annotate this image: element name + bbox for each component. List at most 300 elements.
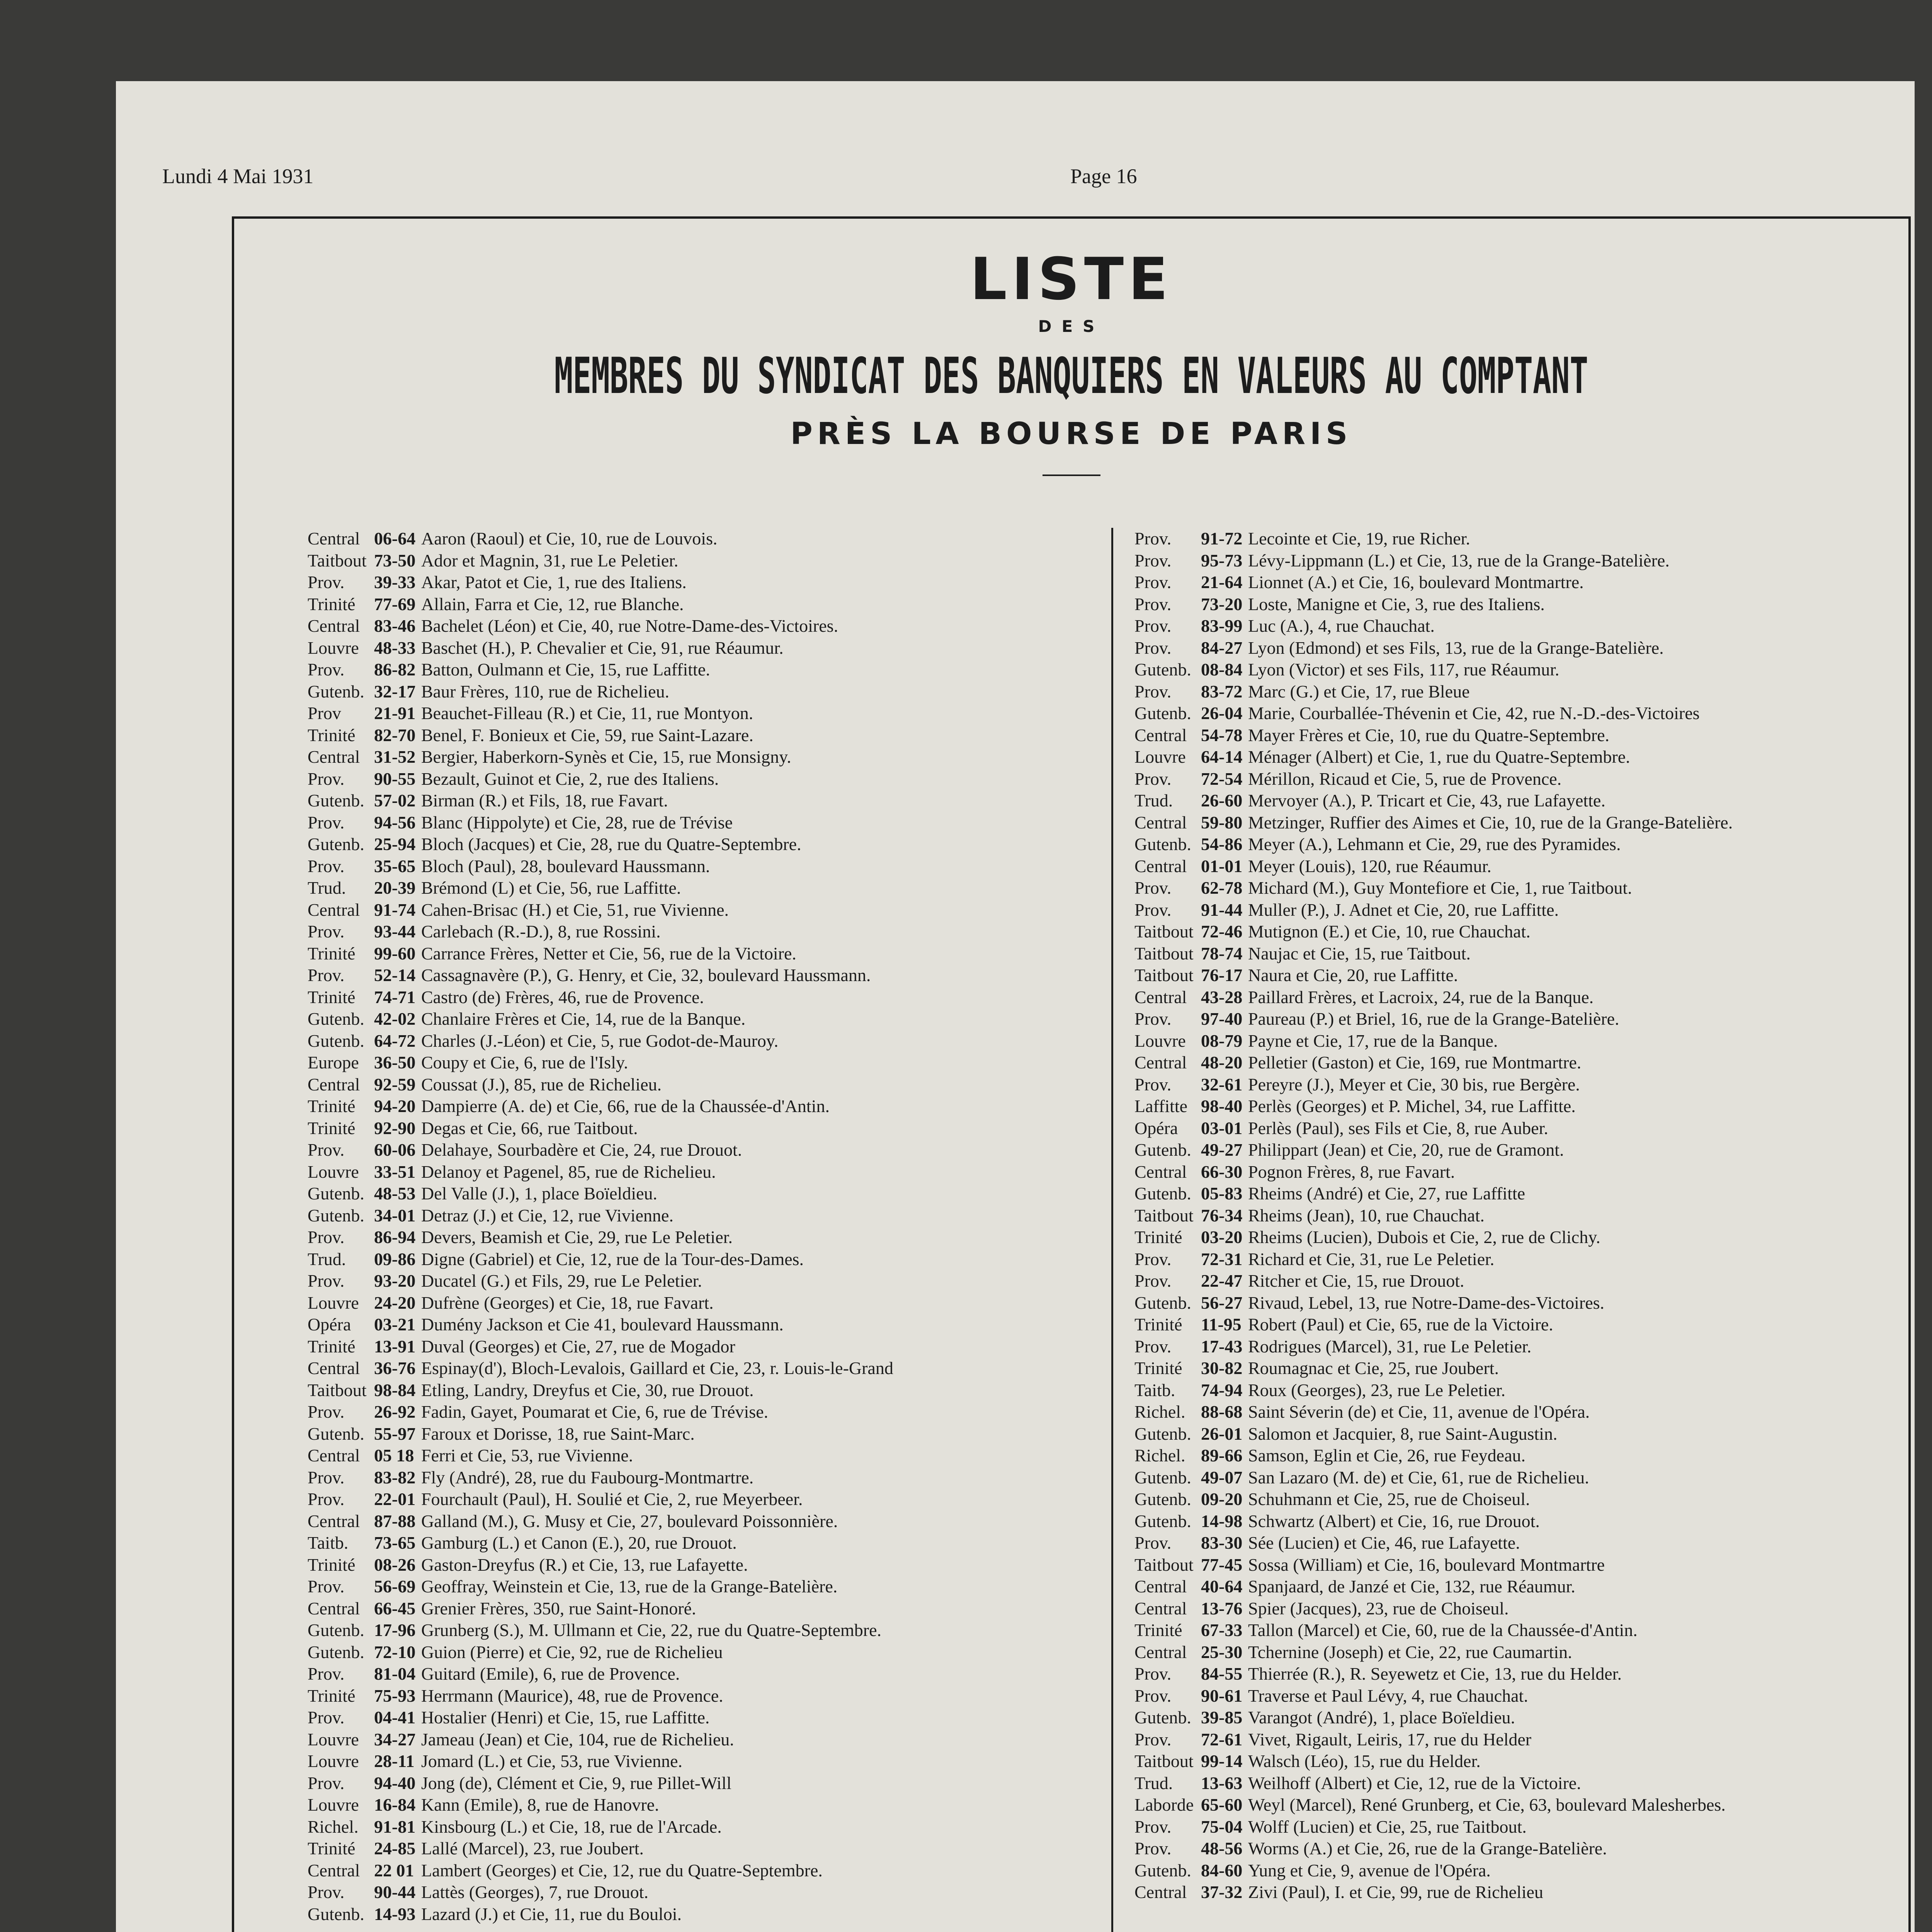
member-name: Meyer (A.), Lehmann et Cie, 29, rue des Pyramides.: [1248, 834, 1621, 854]
phone-number: 84-60: [1201, 1860, 1243, 1880]
member-row: [308, 1838, 1096, 1860]
exchange-name: Trud.: [1134, 791, 1173, 810]
member-name: Marc (G.) et Cie, 17, rue Bleue: [1248, 681, 1470, 701]
member-name: Loste, Manigne et Cie, 3, rue des Italiens.: [1248, 594, 1545, 614]
member-row: [308, 1860, 1096, 1882]
member-name: Worms (A.) et Cie, 26, rue de la Grange-Batelière.: [1248, 1838, 1607, 1858]
member-row: [1134, 1074, 1907, 1096]
phone-number: 21-64: [1201, 572, 1243, 592]
exchange-name: Louvre: [308, 638, 359, 658]
exchange-name: Prov.: [308, 1577, 345, 1596]
member-row: [1134, 964, 1907, 986]
member-name: Spanjaard, de Janzé et Cie, 132, rue Réaumur.: [1248, 1577, 1575, 1596]
member-row: [1134, 1532, 1907, 1554]
phone-number: 34-01: [374, 1205, 416, 1225]
member-name: Rheims (André) et Cie, 27, rue Laffitte: [1248, 1184, 1526, 1203]
phone-number: 26-60: [1201, 791, 1243, 810]
member-row: [308, 550, 1096, 572]
phone-number: 24-85: [374, 1838, 416, 1858]
phone-number: 83-30: [1201, 1533, 1243, 1553]
member-row: [1134, 1685, 1907, 1707]
member-row: [308, 1729, 1096, 1751]
phone-number: 26-04: [1201, 703, 1243, 723]
exchange-name: Europe: [308, 1053, 359, 1072]
member-name: Lattès (Georges), 7, rue Drouot.: [421, 1882, 649, 1902]
member-row: [308, 877, 1096, 899]
phone-number: 32-61: [1201, 1074, 1243, 1094]
member-name: Dumény Jackson et Cie 41, boulevard Haussmann.: [421, 1315, 784, 1334]
member-name: Roumagnac et Cie, 25, rue Joubert.: [1248, 1358, 1499, 1378]
member-name: Delanoy et Pagenel, 85, rue de Richelieu.: [421, 1162, 716, 1182]
exchange-name: Prov.: [1134, 900, 1172, 920]
exchange-name: Gutenb.: [308, 1031, 364, 1051]
member-row: [308, 1226, 1096, 1248]
member-name: Mervoyer (A.), P. Tricart et Cie, 43, rue Lafayette.: [1248, 791, 1605, 810]
member-row: [308, 702, 1096, 724]
member-row: [308, 528, 1096, 550]
phone-number: 56-27: [1201, 1293, 1243, 1313]
phone-number: 22-01: [374, 1489, 416, 1509]
exchange-name: Gutenb.: [1134, 1467, 1191, 1487]
page-number: Page 16: [1070, 165, 1137, 188]
phone-number: 35-65: [374, 856, 416, 876]
exchange-name: Central: [308, 1358, 360, 1378]
title-subtitle: MEMBRES DU SYNDICAT DES BANQUIERS EN VALEURS AU COMPTANT: [554, 347, 1588, 405]
exchange-name: Gutenb.: [308, 1009, 364, 1029]
member-row: [308, 1532, 1096, 1554]
member-row: [308, 1401, 1096, 1423]
member-name: Cahen-Brisac (H.) et Cie, 51, rue Vivienne.: [421, 900, 729, 920]
member-name: Schwartz (Albert) et Cie, 16, rue Drouot.: [1248, 1511, 1540, 1531]
exchange-name: Gutenb.: [1134, 703, 1191, 723]
phone-number: 94-20: [374, 1096, 416, 1116]
phone-number: 64-14: [1201, 747, 1243, 767]
member-row: [308, 1292, 1096, 1314]
member-row: [1134, 877, 1907, 899]
phone-number: 88-68: [1201, 1402, 1243, 1422]
member-row: [308, 1314, 1096, 1336]
exchange-name: Trinité: [1134, 1358, 1182, 1378]
exchange-name: Prov.: [1134, 1074, 1172, 1094]
exchange-name: Gutenb.: [1134, 1511, 1191, 1531]
phone-number: 22-47: [1201, 1271, 1243, 1291]
phone-number: 20-39: [374, 878, 416, 898]
member-row: [1134, 1554, 1907, 1576]
member-name: Devers, Beamish et Cie, 29, rue Le Peletier.: [421, 1227, 733, 1247]
member-name: Digne (Gabriel) et Cie, 12, rue de la Tour-des-Dames.: [421, 1249, 804, 1269]
exchange-name: Trinité: [1134, 1620, 1182, 1640]
phone-number: 86-82: [374, 660, 416, 679]
exchange-name: Gutenb.: [1134, 1423, 1191, 1444]
member-row: [308, 1554, 1096, 1576]
member-name: Baur Frères, 110, rue de Richelieu.: [421, 681, 670, 701]
member-name: Kinsbourg (L.) et Cie, 18, rue de l'Arcade.: [421, 1816, 722, 1837]
phone-number: 55-97: [374, 1423, 416, 1444]
exchange-name: Prov.: [1134, 1336, 1172, 1356]
phone-number: 37-32: [1201, 1882, 1243, 1902]
phone-number: 24-20: [374, 1293, 416, 1313]
phone-number: 67-33: [1201, 1620, 1243, 1640]
exchange-name: Gutenb.: [308, 1620, 364, 1640]
member-name: Bloch (Jacques) et Cie, 28, rue du Quatre-Septembre.: [421, 834, 801, 854]
member-name: Ferri et Cie, 53, rue Vivienne.: [421, 1446, 633, 1465]
exchange-name: Richel.: [1134, 1446, 1185, 1465]
member-name: Faroux et Dorisse, 18, rue Saint-Marc.: [421, 1423, 695, 1444]
member-row: [308, 746, 1096, 768]
exchange-name: Laffitte: [1134, 1096, 1188, 1116]
member-name: Payne et Cie, 17, rue de la Banque.: [1248, 1031, 1498, 1051]
member-name: Ador et Magnin, 31, rue Le Peletier.: [421, 550, 679, 570]
exchange-name: Prov.: [1134, 572, 1172, 592]
member-name: Naura et Cie, 20, rue Laffitte.: [1248, 965, 1458, 985]
member-row: [1134, 986, 1907, 1009]
phone-number: 05-83: [1201, 1184, 1243, 1203]
phone-number: 91-74: [374, 900, 416, 920]
exchange-name: Prov.: [1134, 1729, 1172, 1749]
exchange-name: Central: [1134, 1162, 1187, 1182]
exchange-name: Central: [308, 1598, 360, 1618]
member-row: [308, 1117, 1096, 1139]
phone-number: 72-54: [1201, 769, 1243, 789]
exchange-name: Central: [1134, 1577, 1187, 1596]
exchange-name: Louvre: [308, 1795, 359, 1815]
member-name: Mayer Frères et Cie, 10, rue du Quatre-Septembre.: [1248, 725, 1610, 745]
exchange-name: Louvre: [308, 1751, 359, 1771]
member-name: Hostalier (Henri) et Cie, 15, rue Laffitte.: [421, 1708, 710, 1727]
phone-number: 84-27: [1201, 638, 1243, 658]
member-row: [1134, 1598, 1907, 1620]
member-name: Galland (M.), G. Musy et Cie, 27, boulevard Poissonnière.: [421, 1511, 838, 1531]
phone-number: 48-20: [1201, 1053, 1243, 1072]
member-name: Ritcher et Cie, 15, rue Drouot.: [1248, 1271, 1464, 1291]
phone-number: 48-56: [1201, 1838, 1243, 1858]
member-row: [308, 1794, 1096, 1816]
member-row: [1134, 1445, 1907, 1467]
exchange-name: Gutenb.: [1134, 1860, 1191, 1880]
member-row: [308, 1139, 1096, 1161]
column-divider: [1111, 528, 1113, 1932]
member-name: Weyl (Marcel), René Grunberg, et Cie, 63, boulevard Malesherbes.: [1248, 1795, 1726, 1815]
member-name: Delahaye, Sourbadère et Cie, 24, rue Drouot.: [421, 1140, 742, 1160]
exchange-name: Central: [308, 900, 360, 920]
member-row: [1134, 812, 1907, 834]
phone-number: 43-28: [1201, 987, 1243, 1007]
phone-number: 04-41: [374, 1708, 416, 1727]
phone-number: 03-20: [1201, 1227, 1243, 1247]
member-row: [1134, 1161, 1907, 1183]
phone-number: 91-72: [1201, 529, 1243, 548]
member-name: Mérillon, Ricaud et Cie, 5, rue de Provence.: [1248, 769, 1562, 789]
exchange-name: Taitbout: [1134, 943, 1194, 963]
member-row: [1134, 1750, 1907, 1772]
member-name: Duval (Georges) et Cie, 27, rue de Mogador: [421, 1336, 735, 1356]
phone-number: 17-96: [374, 1620, 416, 1640]
phone-number: 66-45: [374, 1598, 416, 1618]
phone-number: 78-74: [1201, 943, 1243, 963]
member-row: [308, 1598, 1096, 1620]
member-row: [1134, 594, 1907, 616]
phone-number: 74-71: [374, 987, 416, 1007]
exchange-name: Prov.: [308, 922, 345, 941]
exchange-name: Gutenb.: [1134, 1140, 1191, 1160]
phone-number: 26-01: [1201, 1423, 1243, 1444]
member-row: [308, 1270, 1096, 1292]
exchange-name: Prov.: [1134, 1009, 1172, 1029]
exchange-name: Gutenb.: [308, 1423, 364, 1444]
phone-number: 72-31: [1201, 1249, 1243, 1269]
exchange-name: Gutenb.: [1134, 1489, 1191, 1509]
exchange-name: Trinité: [1134, 1315, 1182, 1334]
phone-number: 25-30: [1201, 1642, 1243, 1662]
member-row: [1134, 1772, 1907, 1794]
phone-number: 90-55: [374, 769, 416, 789]
member-row: [1134, 1139, 1907, 1161]
phone-number: 92-90: [374, 1118, 416, 1138]
member-name: Traverse et Paul Lévy, 4, rue Chauchat.: [1248, 1685, 1528, 1706]
member-row: [1134, 702, 1907, 724]
member-name: Herrmann (Maurice), 48, rue de Provence.: [421, 1685, 723, 1706]
exchange-name: Gutenb.: [308, 1205, 364, 1225]
member-row: [308, 659, 1096, 681]
phone-number: 87-88: [374, 1511, 416, 1531]
member-row: [1134, 1205, 1907, 1227]
member-name: Dufrène (Georges) et Cie, 18, rue Favart.: [421, 1293, 714, 1313]
exchange-name: Prov.: [1134, 1816, 1172, 1837]
phone-number: 13-63: [1201, 1773, 1243, 1793]
member-row: [308, 637, 1096, 659]
exchange-name: Prov.: [1134, 594, 1172, 614]
phone-number: 17-43: [1201, 1336, 1243, 1356]
phone-number: 73-50: [374, 550, 416, 570]
exchange-name: Louvre: [1134, 1031, 1186, 1051]
exchange-name: Gutenb.: [1134, 1184, 1191, 1203]
member-row: [1134, 790, 1907, 812]
phone-number: 72-61: [1201, 1729, 1243, 1749]
member-name: Geoffray, Weinstein et Cie, 13, rue de la Grange-Batelière.: [421, 1577, 838, 1596]
exchange-name: Trinité: [308, 1336, 355, 1356]
phone-number: 86-94: [374, 1227, 416, 1247]
member-row: [308, 964, 1096, 986]
member-row: [308, 1248, 1096, 1270]
phone-number: 09-20: [1201, 1489, 1243, 1509]
exchange-name: Prov.: [308, 1664, 345, 1684]
exchange-name: Gutenb.: [308, 834, 364, 854]
member-row: [308, 1445, 1096, 1467]
phone-number: 11-95: [1201, 1315, 1242, 1334]
exchange-name: Gutenb.: [1134, 1708, 1191, 1727]
phone-number: 57-02: [374, 791, 416, 810]
phone-number: 21-91: [374, 703, 416, 723]
phone-number: 83-99: [1201, 616, 1243, 636]
phone-number: 48-33: [374, 638, 416, 658]
member-name: Ducatel (G.) et Fils, 29, rue Le Peletier.: [421, 1271, 702, 1291]
phone-number: 08-84: [1201, 660, 1243, 679]
exchange-name: Prov.: [1134, 1838, 1172, 1858]
phone-number: 60-06: [374, 1140, 416, 1160]
member-row: [1134, 1248, 1907, 1270]
member-row: [1134, 1467, 1907, 1489]
exchange-name: Central: [1134, 1053, 1187, 1072]
member-name: Akar, Patot et Cie, 1, rue des Italiens.: [421, 572, 687, 592]
phone-number: 16-84: [374, 1795, 416, 1815]
member-row: [308, 1467, 1096, 1489]
member-name: Birman (R.) et Fils, 18, rue Favart.: [421, 791, 668, 810]
phone-number: 65-60: [1201, 1795, 1243, 1815]
member-row: [308, 1663, 1096, 1685]
member-name: Bloch (Paul), 28, boulevard Haussmann.: [421, 856, 710, 876]
member-row: [1134, 1379, 1907, 1401]
member-name: Jomard (L.) et Cie, 53, rue Vivienne.: [421, 1751, 682, 1771]
phone-number: 94-40: [374, 1773, 416, 1793]
member-name: Grenier Frères, 350, rue Saint-Honoré.: [421, 1598, 696, 1618]
members-list-right: [1134, 528, 1907, 1903]
phone-number: 73-20: [1201, 594, 1243, 614]
phone-number: 54-86: [1201, 834, 1243, 854]
exchange-name: Prov.: [1134, 1664, 1172, 1684]
member-name: San Lazaro (M. de) et Cie, 61, rue de Richelieu.: [1248, 1467, 1589, 1487]
exchange-name: Louvre: [308, 1729, 359, 1749]
phone-number: 72-10: [374, 1642, 416, 1662]
exchange-name: Prov.: [308, 812, 345, 832]
exchange-name: Trinité: [308, 594, 355, 614]
member-name: Castro (de) Frères, 46, rue de Provence.: [421, 987, 704, 1007]
title-block: [234, 246, 1908, 476]
phone-number: 09-86: [374, 1249, 416, 1269]
exchange-name: Trinité: [308, 1118, 355, 1138]
member-name: Pereyre (J.), Meyer et Cie, 30 bis, rue Bergère.: [1248, 1074, 1580, 1094]
member-name: Carrance Frères, Netter et Cie, 56, rue de la Victoire.: [421, 943, 796, 963]
member-row: [1134, 1816, 1907, 1838]
member-row: [308, 1685, 1096, 1707]
exchange-name: Trinité: [308, 943, 355, 963]
phone-number: 73-65: [374, 1533, 416, 1553]
exchange-name: Prov.: [308, 1140, 345, 1160]
phone-number: 75-93: [374, 1685, 416, 1706]
exchange-name: Gutenb.: [1134, 660, 1191, 679]
phone-number: 84-55: [1201, 1664, 1243, 1684]
member-row: [1134, 1030, 1907, 1052]
phone-number: 49-07: [1201, 1467, 1243, 1487]
member-name: Lallé (Marcel), 23, rue Joubert.: [421, 1838, 644, 1858]
member-row: [1134, 1401, 1907, 1423]
member-name: Saint Séverin (de) et Cie, 11, avenue de l'Opéra.: [1248, 1402, 1590, 1422]
phone-number: 91-44: [1201, 900, 1243, 920]
phone-number: 83-82: [374, 1467, 416, 1487]
exchange-name: Gutenb.: [308, 1642, 364, 1662]
phone-number: 76-34: [1201, 1205, 1243, 1225]
member-name: Paillard Frères, et Lacroix, 24, rue de la Banque.: [1248, 987, 1594, 1007]
member-row: [1134, 1881, 1907, 1903]
phone-number: 89-66: [1201, 1446, 1243, 1465]
member-name: Thierrée (R.), R. Seyewetz et Cie, 13, rue du Helder.: [1248, 1664, 1622, 1684]
exchange-name: Trud.: [308, 878, 346, 898]
member-name: Salomon et Jacquier, 8, rue Saint-Augustin.: [1248, 1423, 1558, 1444]
phone-number: 13-76: [1201, 1598, 1243, 1618]
member-name: Luc (A.), 4, rue Chauchat.: [1248, 616, 1435, 636]
member-name: Metzinger, Ruffier des Aimes et Cie, 10, rue de la Grange-Batelière.: [1248, 812, 1733, 832]
member-row: [1134, 1117, 1907, 1139]
phone-number: 99-14: [1201, 1751, 1243, 1771]
member-row: [1134, 1619, 1907, 1641]
exchange-name: Prov.: [1134, 616, 1172, 636]
phone-number: 98-84: [374, 1380, 416, 1400]
member-row: [308, 943, 1096, 965]
exchange-name: Trinité: [308, 1838, 355, 1858]
member-row: [308, 1095, 1096, 1117]
member-name: Lazard (J.) et Cie, 11, rue du Bouloi.: [421, 1904, 682, 1924]
exchange-name: Prov: [308, 703, 341, 723]
exchange-name: Prov.: [308, 1708, 345, 1727]
phone-number: 81-04: [374, 1664, 416, 1684]
member-name: Brémond (L) et Cie, 56, rue Laffitte.: [421, 878, 681, 898]
exchange-name: Prov.: [1134, 1249, 1172, 1269]
member-row: [1134, 833, 1907, 855]
exchange-name: Central: [1134, 1642, 1187, 1662]
phone-number: 90-61: [1201, 1685, 1243, 1706]
members-list-left: [308, 528, 1096, 1925]
phone-number: 52-14: [374, 965, 416, 985]
member-row: [1134, 1838, 1907, 1860]
member-name: Philippart (Jean) et Cie, 20, rue de Gramont.: [1248, 1140, 1564, 1160]
phone-number: 83-72: [1201, 681, 1243, 701]
member-row: [1134, 637, 1907, 659]
member-name: Kann (Emile), 8, rue de Hanovre.: [421, 1795, 659, 1815]
member-name: Samson, Eglin et Cie, 26, rue Feydeau.: [1248, 1446, 1526, 1465]
phone-number: 06-64: [374, 529, 416, 548]
phone-number: 82-70: [374, 725, 416, 745]
member-name: Mutignon (E.) et Cie, 10, rue Chauchat.: [1248, 922, 1531, 941]
phone-number: 01-01: [1201, 856, 1243, 876]
member-name: Detraz (J.) et Cie, 12, rue Vivienne.: [421, 1205, 673, 1225]
member-name: Lambert (Georges) et Cie, 12, rue du Quatre-Septembre.: [421, 1860, 823, 1880]
exchange-name: Louvre: [308, 1293, 359, 1313]
member-row: [308, 1008, 1096, 1030]
member-name: Batton, Oulmann et Cie, 15, rue Laffitte.: [421, 660, 710, 679]
member-name: Michard (M.), Guy Montefiore et Cie, 1, rue Taitbout.: [1248, 878, 1632, 898]
member-row: [308, 681, 1096, 703]
exchange-name: Prov.: [308, 1227, 345, 1247]
member-row: [308, 1750, 1096, 1772]
member-row: [308, 1423, 1096, 1445]
member-name: Lecointe et Cie, 19, rue Richer.: [1248, 529, 1470, 548]
member-row: [1134, 943, 1907, 965]
member-name: Tallon (Marcel) et Cie, 60, rue de la Chaussée-d'Antin.: [1248, 1620, 1638, 1640]
member-row: [1134, 768, 1907, 790]
member-row: [1134, 746, 1907, 768]
phone-number: 94-56: [374, 812, 416, 832]
exchange-name: Trinité: [308, 725, 355, 745]
phone-number: 66-30: [1201, 1162, 1243, 1182]
member-row: [308, 594, 1096, 616]
exchange-name: Prov.: [308, 769, 345, 789]
member-name: Perlès (Paul), ses Fils et Cie, 8, rue Auber.: [1248, 1118, 1548, 1138]
phone-number: 34-27: [374, 1729, 416, 1749]
phone-number: 95-73: [1201, 550, 1243, 570]
member-row: [1134, 1707, 1907, 1729]
exchange-name: Prov.: [308, 572, 345, 592]
member-name: Ménager (Albert) et Cie, 1, rue du Quatre-Septembre.: [1248, 747, 1630, 767]
exchange-name: Prov.: [1134, 529, 1172, 548]
exchange-name: Taitbout: [1134, 965, 1194, 985]
phone-number: 83-46: [374, 616, 416, 636]
phone-number: 26-92: [374, 1402, 416, 1422]
exchange-name: Gutenb.: [1134, 834, 1191, 854]
exchange-name: Central: [1134, 1882, 1187, 1902]
member-row: [308, 1357, 1096, 1379]
exchange-name: Prov.: [1134, 1533, 1172, 1553]
member-name: Bezault, Guinot et Cie, 2, rue des Italiens.: [421, 769, 719, 789]
exchange-name: Prov.: [308, 1467, 345, 1487]
